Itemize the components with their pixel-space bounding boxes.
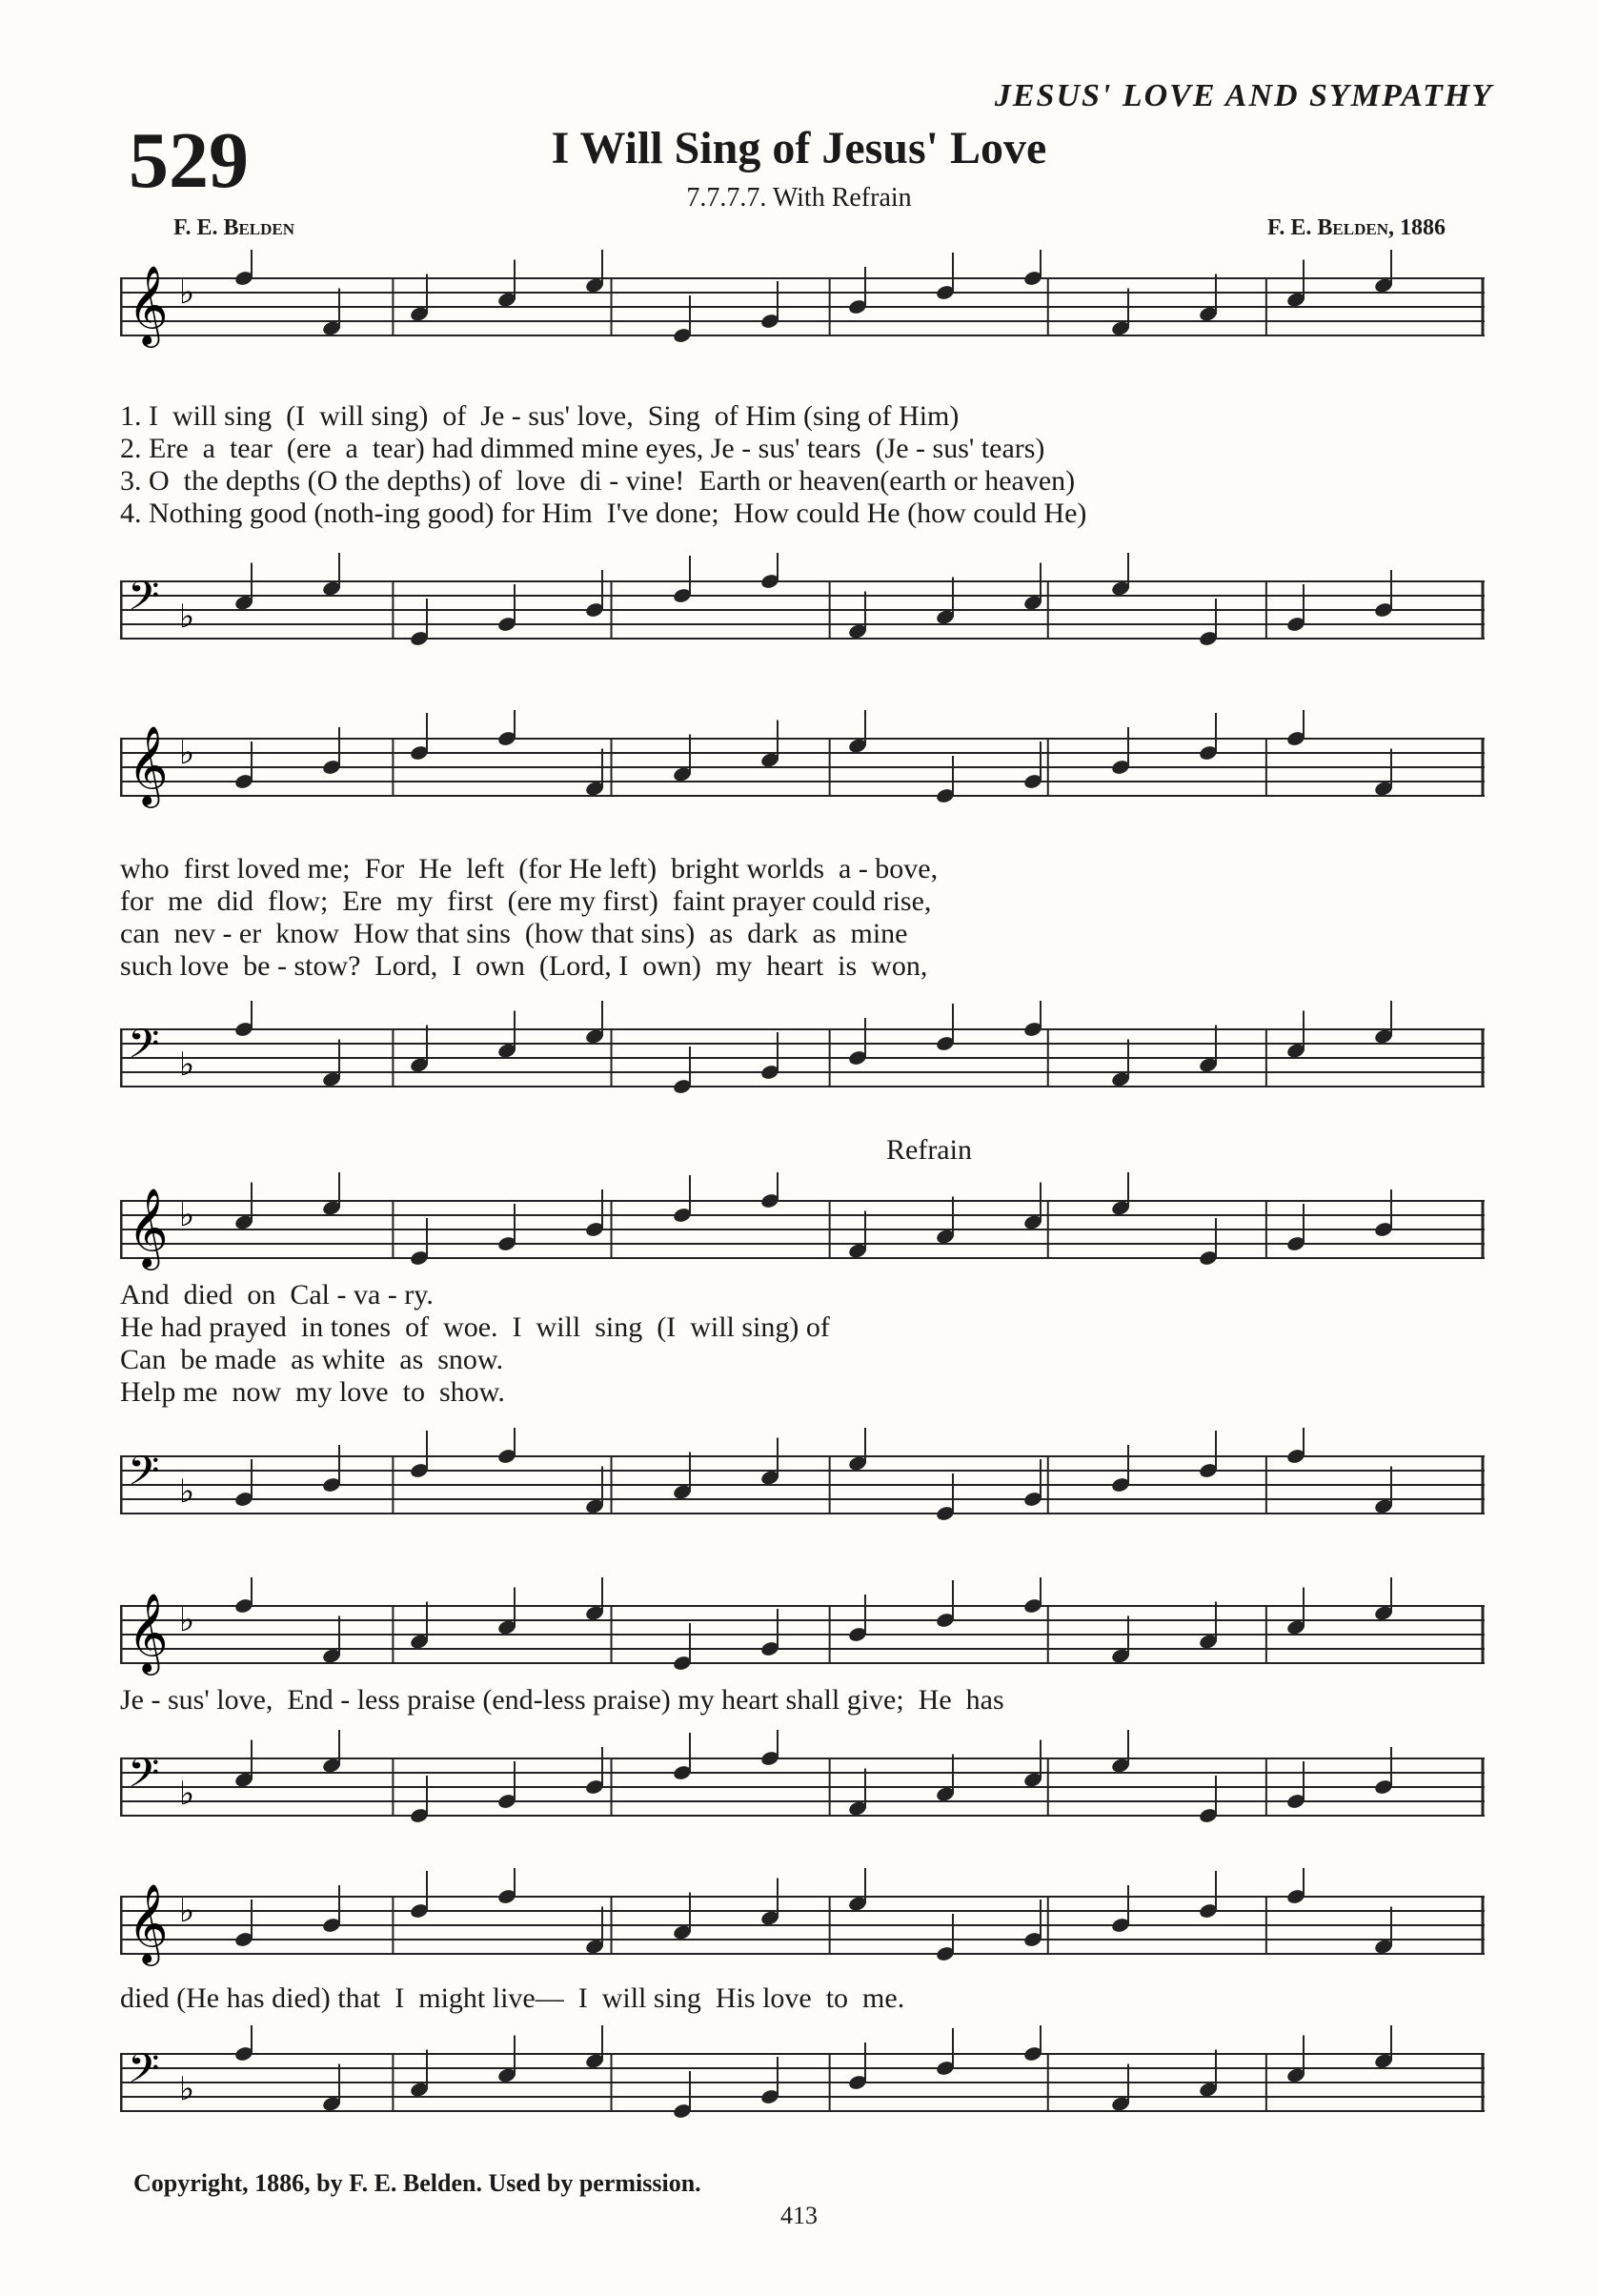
flat-icon: ♭ — [179, 1601, 195, 1639]
flat-icon: ♭ — [179, 2070, 195, 2108]
words-credit: F. E. Belden — [173, 215, 295, 240]
treble-staff — [120, 710, 1485, 824]
lyric-line: 3. O the depths (O the depths) of love di - vine! Earth or heaven(earth or heaven) — [120, 465, 1076, 497]
flat-icon: ♭ — [179, 1046, 195, 1084]
flat-icon: ♭ — [179, 598, 195, 636]
lyric-line: He had prayed in tones of woe. I will sing (I will sing) of — [120, 1311, 830, 1343]
music-credit: F. E. Belden, 1886 — [1266, 215, 1446, 240]
treble-staff — [120, 1172, 1485, 1287]
section-title: JESUS' LOVE AND SYMPATHY — [994, 78, 1493, 113]
lyric-line: who first loved me; For He left (for He left) bright worlds a - bove, — [120, 853, 939, 884]
flat-icon: ♭ — [179, 274, 195, 312]
lyric-line: Help me now my love to show. — [120, 1376, 505, 1408]
flat-icon: ♭ — [179, 734, 195, 772]
music-system-4 — [120, 1577, 1485, 1854]
lyric-line: 1. I will sing (I will sing) of Je - sus' love, Sing of Him (sing of Him) — [120, 400, 960, 432]
bass-staff — [120, 2025, 1485, 2140]
bass-staff — [120, 1730, 1485, 1844]
lyric-line: And died on Cal - va - ry. — [120, 1279, 434, 1311]
hymn-title: I Will Sing of Jesus' Love — [551, 123, 1047, 173]
flat-icon: ♭ — [179, 1196, 195, 1234]
lyric-line: 2. Ere a tear (ere a tear) had dimmed mine eyes, Je - sus' tears (Je - sus' tears) — [120, 433, 1045, 464]
music-system-3 — [120, 1172, 1485, 1592]
meter: 7.7.7.7. With Refrain — [686, 183, 912, 213]
bass-staff — [120, 1428, 1485, 1542]
treble-clef-icon: 𝄞 — [128, 1187, 169, 1267]
flat-icon: ♭ — [179, 1892, 195, 1930]
music-system-1 — [120, 250, 1485, 698]
bass-clef-icon: 𝄢 — [128, 1750, 160, 1807]
treble-clef-icon: 𝄞 — [128, 724, 169, 804]
bass-staff — [120, 553, 1485, 667]
refrain-label: Refrain — [886, 1134, 972, 1166]
bass-staff — [120, 1001, 1485, 1115]
flat-icon: ♭ — [179, 1775, 195, 1813]
treble-clef-icon: 𝄞 — [128, 1882, 169, 1962]
bass-clef-icon: 𝄢 — [128, 1021, 160, 1078]
lyric-line: such love be - stow? Lord, I own (Lord, I own) my heart is won, — [120, 950, 928, 982]
lyric-line: died (He has died) that I might live— I will sing His love to me. — [120, 1982, 905, 2014]
bass-clef-icon: 𝄢 — [128, 573, 160, 630]
bass-clef-icon: 𝄢 — [128, 1448, 160, 1505]
treble-staff — [120, 1868, 1485, 1982]
hymn-number: 529 — [129, 116, 249, 205]
treble-staff — [120, 250, 1485, 364]
treble-clef-icon: 𝄞 — [128, 264, 169, 344]
treble-clef-icon: 𝄞 — [128, 1592, 169, 1672]
lyric-line: can nev - er know How that sins (how that sins) as dark as mine — [120, 918, 908, 949]
treble-staff — [120, 1577, 1485, 1692]
copyright-notice: Copyright, 1886, by F. E. Belden. Used by permission. — [133, 2169, 701, 2197]
lyric-line: for me did flow; Ere my first (ere my first) faint prayer could rise, — [120, 885, 932, 917]
bass-clef-icon: 𝄢 — [128, 2045, 160, 2103]
music-system-5 — [120, 1868, 1485, 2154]
lyric-line: 4. Nothing good (noth-ing good) for Him I've done; How could He (how could He) — [120, 498, 1087, 529]
lyric-line: Je - sus' love, End - less praise (end-less praise) my heart shall give; He has — [120, 1684, 1004, 1716]
music-system-2 — [120, 710, 1485, 1148]
page-number: 413 — [780, 2202, 818, 2229]
flat-icon: ♭ — [179, 1473, 195, 1511]
lyric-line: Can be made as white as snow. — [120, 1344, 504, 1375]
